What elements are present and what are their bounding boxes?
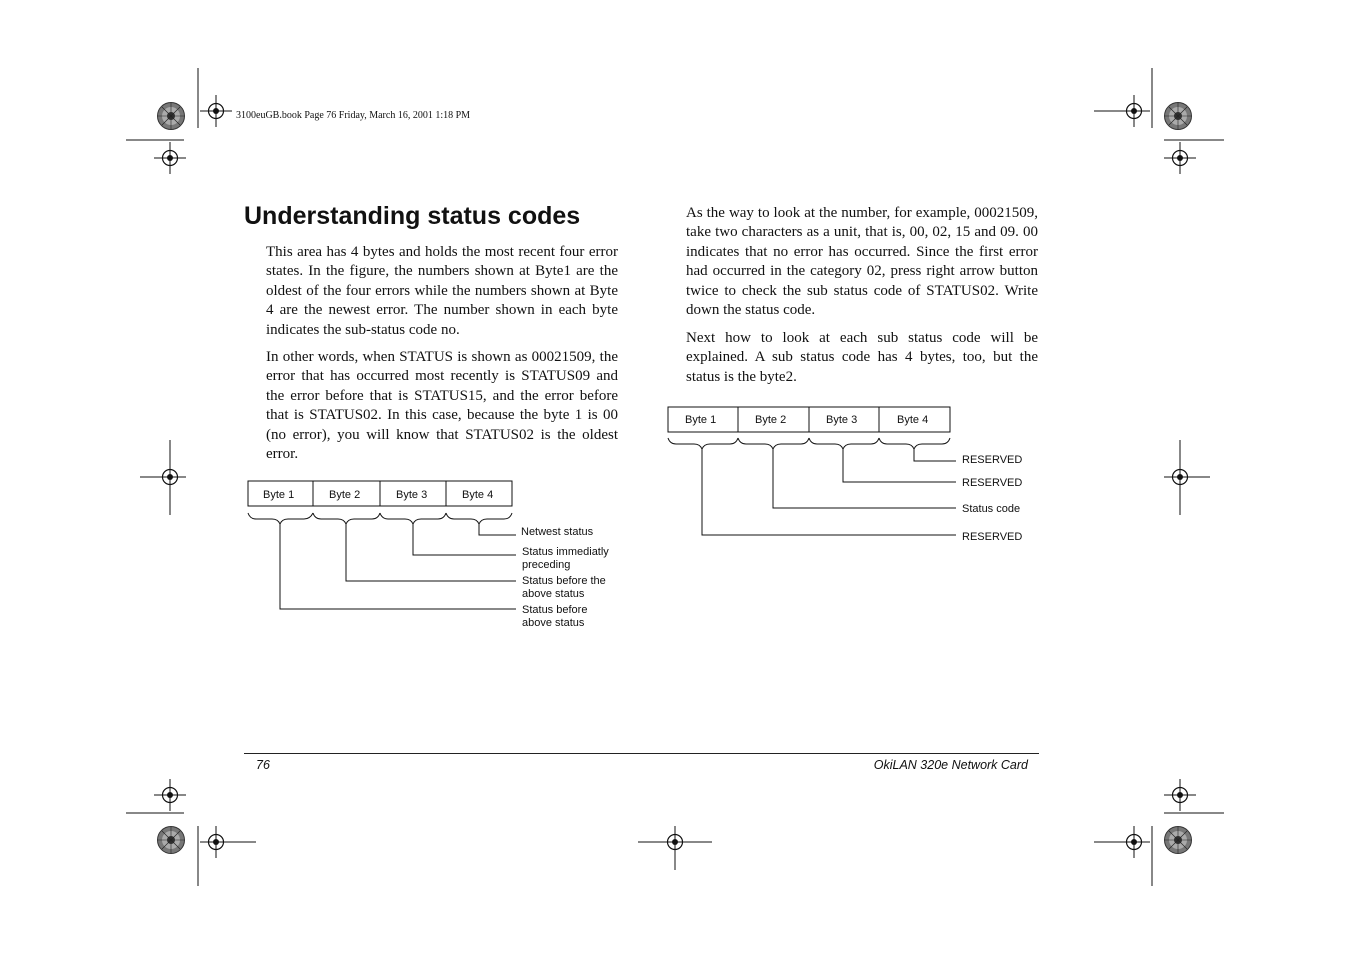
sub-byte-label-3: Byte 3	[826, 414, 858, 426]
footer-rule	[244, 753, 1039, 754]
sub-byte-label-4: Byte 4	[897, 414, 929, 426]
status-label-newest: Netwest status	[521, 526, 594, 538]
sub-status-bytes-diagram	[668, 407, 956, 535]
sub-label-byte-4: RESERVED	[962, 454, 1023, 466]
status-label-before-above: Status before the	[522, 575, 606, 587]
paragraph-status-example: In other words, when STATUS is shown as 00021509, the error that has occurred most recently is STATUS09 and the error before that is STATUS15, and the error before that is STATUS02. In this case, because the byte 1 is 00 (no error), you will know that STATUS02 is the oldest error.	[266, 349, 618, 463]
status-label-preceding: Status immediatly	[522, 546, 609, 558]
sub-label-byte-2: Status code	[962, 503, 1021, 515]
paragraph-byte-overview: This area has 4 bytes and holds the most recent four error states. In the figure, the numbers shown at Byte1 are the oldest of the four errors while the numbers shown at Byte 4 are the newest error. The number shown in each byte indicates the sub-status code no.	[266, 244, 618, 338]
page-number: 76	[256, 758, 270, 772]
sub-brace-byte-1	[668, 438, 738, 449]
sub-leader-byte-4	[914, 449, 956, 461]
brace-byte-3	[380, 513, 446, 524]
sub-brace-byte-4	[879, 438, 950, 449]
footer-product-name: OkiLAN 320e Network Card	[873, 758, 1028, 772]
sub-byte-label-1: Byte 1	[685, 414, 717, 426]
byte-label-4: Byte 4	[462, 489, 494, 501]
status-label-preceding-2: preceding	[522, 559, 571, 571]
sub-brace-byte-3	[809, 438, 879, 449]
sub-label-byte-3: RESERVED	[962, 477, 1023, 489]
leader-byte-2	[346, 524, 516, 581]
byte-label-2: Byte 2	[329, 489, 361, 501]
sub-brace-byte-2	[738, 438, 809, 449]
sub-leader-byte-3	[843, 449, 956, 482]
byte-label-1: Byte 1	[263, 489, 295, 501]
status-label-before-above-2: above status	[522, 588, 585, 600]
brace-byte-2	[313, 513, 380, 524]
brace-byte-4	[446, 513, 512, 524]
sub-leader-byte-2	[773, 449, 956, 508]
status-label-oldest: Status before	[522, 604, 588, 616]
sub-byte-label-2: Byte 2	[755, 414, 787, 426]
byte-label-3: Byte 3	[396, 489, 428, 501]
sub-label-byte-1: RESERVED	[962, 531, 1023, 543]
brace-byte-1	[248, 513, 313, 524]
leader-byte-4	[479, 524, 516, 535]
paragraph-reading-number: As the way to look at the number, for example, 00021509, take two characters as a unit, that is, 00, 02, 15 and 09. 00 indicates that no error has occurred. Since the first error had occurred in the category 02, press right arrow button twice to check the sub status code of STATUS02. Write down the status code.	[686, 205, 1038, 319]
leader-byte-1	[280, 524, 516, 609]
book-info-line: 3100euGB.book Page 76 Friday, March 16, 2001 1:18 PM	[236, 110, 471, 121]
section-title: Understanding status codes	[244, 202, 581, 230]
paragraph-sub-status: Next how to look at each sub status code will be explained. A sub status code has 4 bytes, too, but the status is the byte2.	[686, 330, 1038, 385]
status-label-oldest-2: above status	[522, 617, 585, 629]
sub-leader-byte-1	[702, 449, 956, 535]
leader-byte-3	[413, 524, 516, 555]
